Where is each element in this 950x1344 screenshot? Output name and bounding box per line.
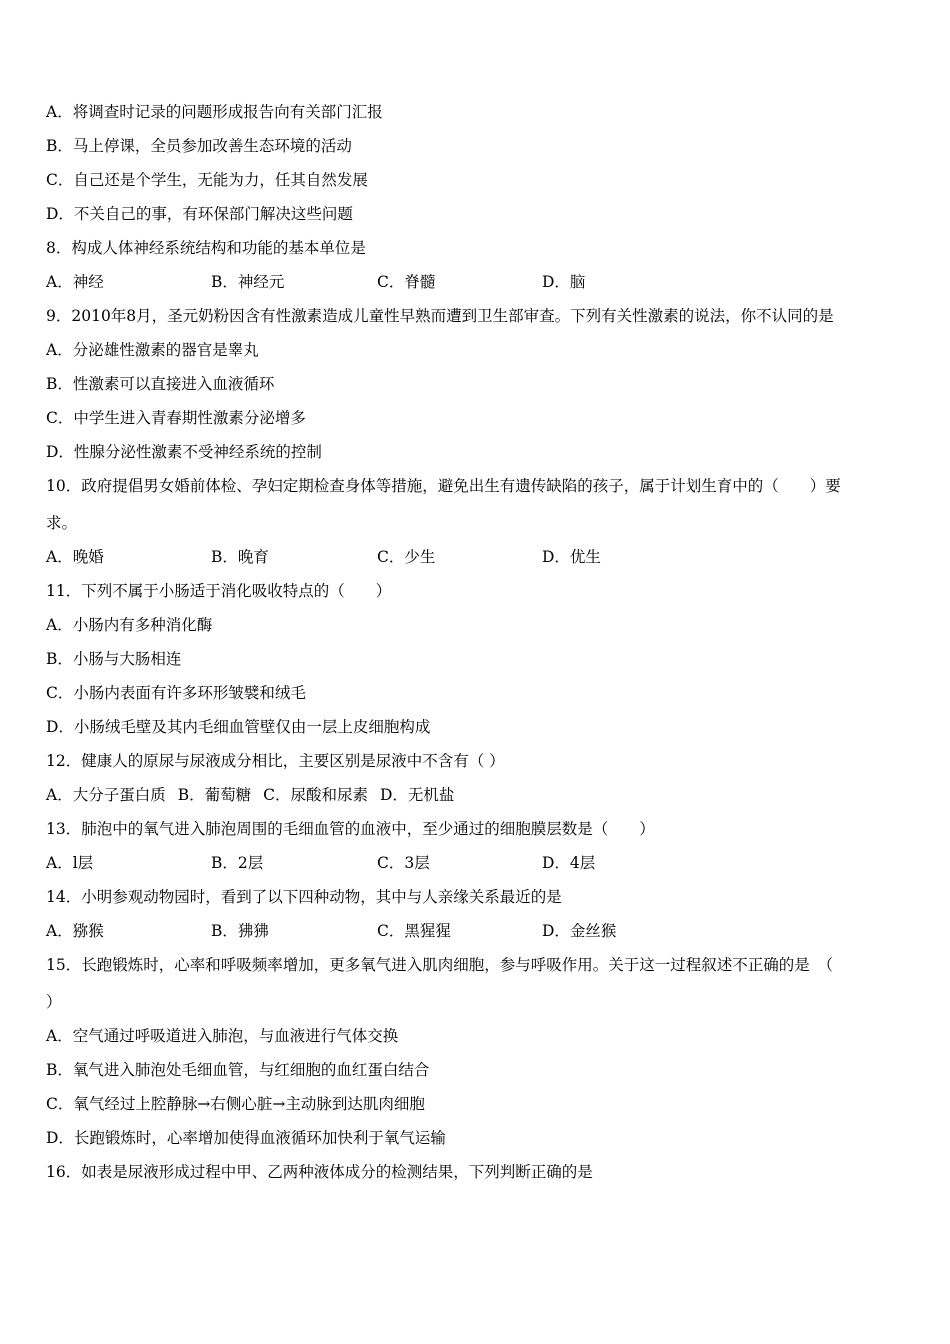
question-text: 9．2010年8月，圣元奶粉因含有性激素造成儿童性早熟而遭到卫生部审查。下列有关性激素的说法，你不认同的是 — [46, 307, 834, 325]
answer-option: B．晚育 — [211, 548, 269, 566]
answer-option: D．优生 — [542, 548, 601, 566]
question-text: 12．健康人的原尿与尿液成分相比，主要区别是尿液中不含有（ ） — [46, 752, 505, 770]
answer-option: C．尿酸和尿素 — [263, 786, 368, 804]
text-line: 求。 — [46, 514, 78, 532]
question-text: 10．政府提倡男女婚前体检、孕妇定期检查身体等措施，避免出生有遗传缺陷的孩子，属于计划生育中的（ ）要 — [46, 477, 841, 495]
answer-option: A．l层 — [46, 854, 94, 872]
text-line: D．不关自己的事，有环保部门解决这些问题 — [46, 205, 353, 223]
options-row — [46, 852, 906, 886]
text-line: D．长跑锻炼时，心率增加使得血液循环加快利于氧气运输 — [46, 1129, 446, 1147]
text-line: B．氧气进入肺泡处毛细血管，与红细胞的血红蛋白结合 — [46, 1061, 430, 1079]
question-text: 15．长跑锻炼时，心率和呼吸频率增加，更多氧气进入肌肉细胞，参与呼吸作用。关于这一过程叙述不正确的是 （ — [46, 956, 833, 974]
question-text: 16．如表是尿液形成过程中甲、乙两种液体成分的检测结果，下列判断正确的是 — [46, 1163, 593, 1181]
options-row — [46, 784, 906, 818]
text-line: A．将调查时记录的问题形成报告向有关部门汇报 — [46, 103, 383, 121]
text-line: D．小肠绒毛壁及其内毛细血管壁仅由一层上皮细胞构成 — [46, 718, 431, 736]
text-line: A．分泌雄性激素的器官是睾丸 — [46, 341, 259, 359]
text-line: B．小肠与大肠相连 — [46, 650, 182, 668]
question-text: 8．构成人体神经系统结构和功能的基本单位是 — [46, 239, 366, 257]
text-line: C．中学生进入青春期性激素分泌增多 — [46, 409, 306, 427]
answer-option: B．葡萄糖 — [177, 786, 252, 804]
text-line: B．性激素可以直接进入血液循环 — [46, 375, 275, 393]
answer-option: B．神经元 — [211, 273, 285, 291]
answer-option: C．脊髓 — [377, 273, 436, 291]
answer-option: D．脑 — [542, 273, 586, 291]
answer-option: C．黑猩猩 — [377, 922, 451, 940]
answer-option: C．3层 — [377, 854, 430, 872]
answer-option: A．晚婚 — [46, 548, 104, 566]
text-line: A．小肠内有多种消化酶 — [46, 616, 213, 634]
answer-option: D．金丝猴 — [542, 922, 617, 940]
question-text: 13．肺泡中的氧气进入肺泡周围的毛细血管的血液中，至少通过的细胞膜层数是（ ） — [46, 820, 655, 838]
answer-option: A．猕猴 — [46, 922, 104, 940]
answer-option: B．狒狒 — [211, 922, 269, 940]
text-line: ） — [46, 993, 62, 1011]
answer-option: B．2层 — [211, 854, 264, 872]
text-line: D．性腺分泌性激素不受神经系统的控制 — [46, 443, 322, 461]
text-line: B．马上停课，全员参加改善生态环境的活动 — [46, 137, 352, 155]
options-row — [46, 920, 906, 954]
text-line: C．自己还是个学生，无能为力，任其自然发展 — [46, 171, 368, 189]
answer-option: C．少生 — [377, 548, 436, 566]
options-row — [46, 546, 906, 580]
answer-option: A．大分子蛋白质 — [46, 786, 166, 804]
answer-option: D．4层 — [542, 854, 596, 872]
question-text: 14．小明参观动物园时，看到了以下四种动物，其中与人亲缘关系最近的是 — [46, 888, 562, 906]
question-text: 11．下列不属于小肠适于消化吸收特点的（ ） — [46, 582, 392, 600]
answer-option: D．无机盐 — [379, 786, 455, 804]
text-line: C．氧气经过上腔静脉→右侧心脏→主动脉到达肌肉细胞 — [46, 1095, 425, 1113]
text-line: C．小肠内表面有许多环形皱襞和绒毛 — [46, 684, 306, 702]
answer-option: A．神经 — [46, 273, 104, 291]
options-row — [46, 271, 906, 305]
document-page — [46, 101, 906, 1195]
text-line: A．空气通过呼吸道进入肺泡，与血液进行气体交换 — [46, 1027, 399, 1045]
